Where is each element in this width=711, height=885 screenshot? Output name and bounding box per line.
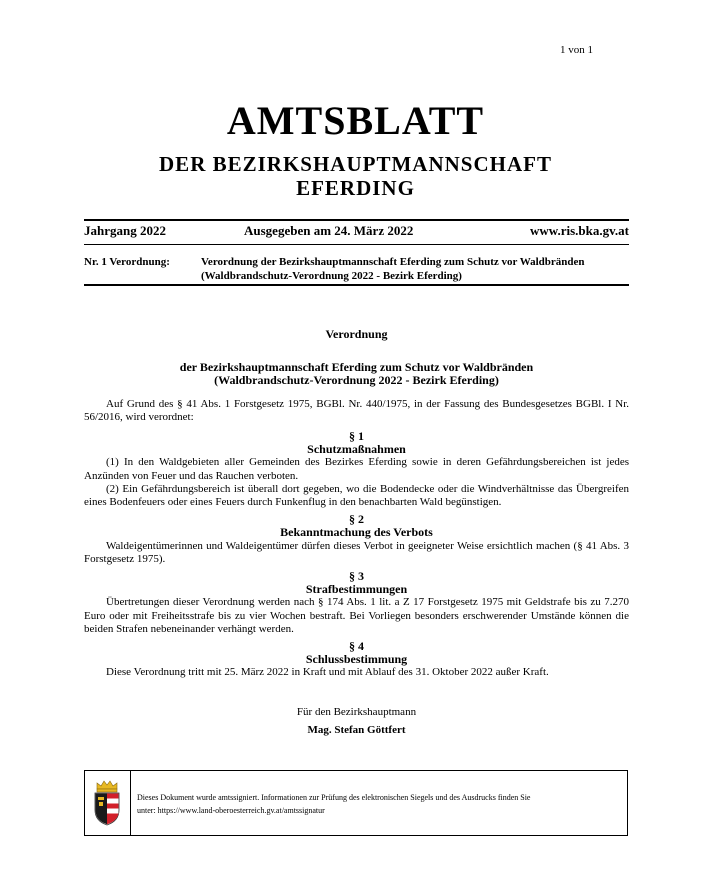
document-title-line2: (Waldbrandschutz-Verordnung 2022 - Bezirk Eferding) bbox=[214, 373, 499, 388]
section-paragraph: Diese Verordnung tritt mit 25. März 2022 in Kraft und mit Ablauf des 31. Oktober 2022 außer Kraft. bbox=[106, 666, 549, 679]
section-paragraph: (2) Ein Gefährdungsbereich ist überall dort gegeben, wo die Bodendecke oder die Windverhältnisse das Übergreifen eines Bodenfeuers oder eines Feuers durch Funkenflug in den benachbarten Wald begünstigen. bbox=[84, 482, 629, 509]
middle-rule bbox=[84, 244, 629, 245]
document-body bbox=[84, 328, 629, 737]
issue-year: Jahrgang 2022 bbox=[84, 223, 166, 238]
issue-url[interactable]: www.ris.bka.gv.at bbox=[530, 223, 629, 238]
issue-date: Ausgegeben am 24. März 2022 bbox=[244, 223, 414, 238]
masthead-title: AMTSBLATT bbox=[226, 98, 485, 143]
signature-name: Mag. Stefan Göttfert bbox=[307, 723, 406, 736]
section-number: § 1 bbox=[349, 429, 364, 444]
footer-logo-cell bbox=[85, 771, 131, 835]
toc-number: Nr. 1 Verordnung: bbox=[84, 256, 170, 268]
section-title: Schlussbestimmung bbox=[305, 652, 408, 667]
section-number: § 2 bbox=[349, 512, 364, 527]
upper-austria-coat-of-arms-icon bbox=[92, 780, 122, 826]
footer-line1: Dieses Dokument wurde amtssigniert. Informationen zur Prüfung des elektronischen Siegels und des Ausdrucks finden Sie bbox=[137, 793, 531, 802]
masthead-subtitle-line2: EFERDING bbox=[296, 176, 415, 200]
footer-line2[interactable]: unter: https://www.land-oberoesterreich.gv.at/amtssignatur bbox=[137, 806, 325, 815]
document-title-line1: der Bezirkshauptmannschaft Eferding zum Schutz vor Waldbränden bbox=[179, 360, 534, 375]
top-rule bbox=[84, 219, 629, 221]
section-title: Strafbestimmungen bbox=[305, 582, 408, 597]
section-paragraph: Waldeigentümerinnen und Waldeigentümer dürfen dieses Verbot in geeigneter Weise ersichtlich machen (§ 41 Abs. 3 Forstgesetz 1975). bbox=[84, 539, 629, 565]
section-title: Schutzmaßnahmen bbox=[307, 442, 406, 457]
signature-intro: Für den Bezirkshauptmann bbox=[296, 705, 417, 718]
section-title: Bekanntmachung des Verbots bbox=[280, 525, 433, 540]
section-paragraph: (1) In den Waldgebieten aller Gemeinden des Bezirkes Eferding sowie in deren Gefährdungsbereichen ist jedes Anzünden von Feuer und das Rauchen verboten. bbox=[84, 456, 629, 482]
masthead-subtitle-line1: DER BEZIRKSHAUPTMANNSCHAFT bbox=[159, 152, 552, 176]
section-number: § 3 bbox=[349, 569, 364, 584]
section-number: § 4 bbox=[349, 639, 364, 654]
document-type: Verordnung bbox=[325, 327, 388, 341]
preamble: Auf Grund des § 41 Abs. 1 Forstgesetz 1975, BGBl. Nr. 440/1975, in der Fassung des Bundesgesetzes BGBl. I Nr. 56/2016, wird verordnet: bbox=[84, 397, 629, 423]
footer-text bbox=[137, 791, 617, 817]
section-paragraph: Übertretungen dieser Verordnung werden nach § 174 Abs. 1 lit. a Z 17 Forstgesetz 1975 mit Geldstrafe bis zu 7.270 Euro oder mit Freiheitsstrafe bis zu vier Wochen bestraft. Bei Vorliegen besonders erschwerender Umstände können die beiden Strafen nebeneinander verhängt werden. bbox=[84, 596, 629, 635]
toc-text: Verordnung der Bezirkshauptmannschaft Eferding zum Schutz vor Waldbränden (Waldbrandschutz-Verordnung 2022 - Bezirk Eferding) bbox=[201, 256, 585, 282]
signature-footer bbox=[84, 770, 628, 836]
page-number: 1 von 1 bbox=[560, 44, 593, 56]
bottom-rule bbox=[84, 284, 629, 286]
